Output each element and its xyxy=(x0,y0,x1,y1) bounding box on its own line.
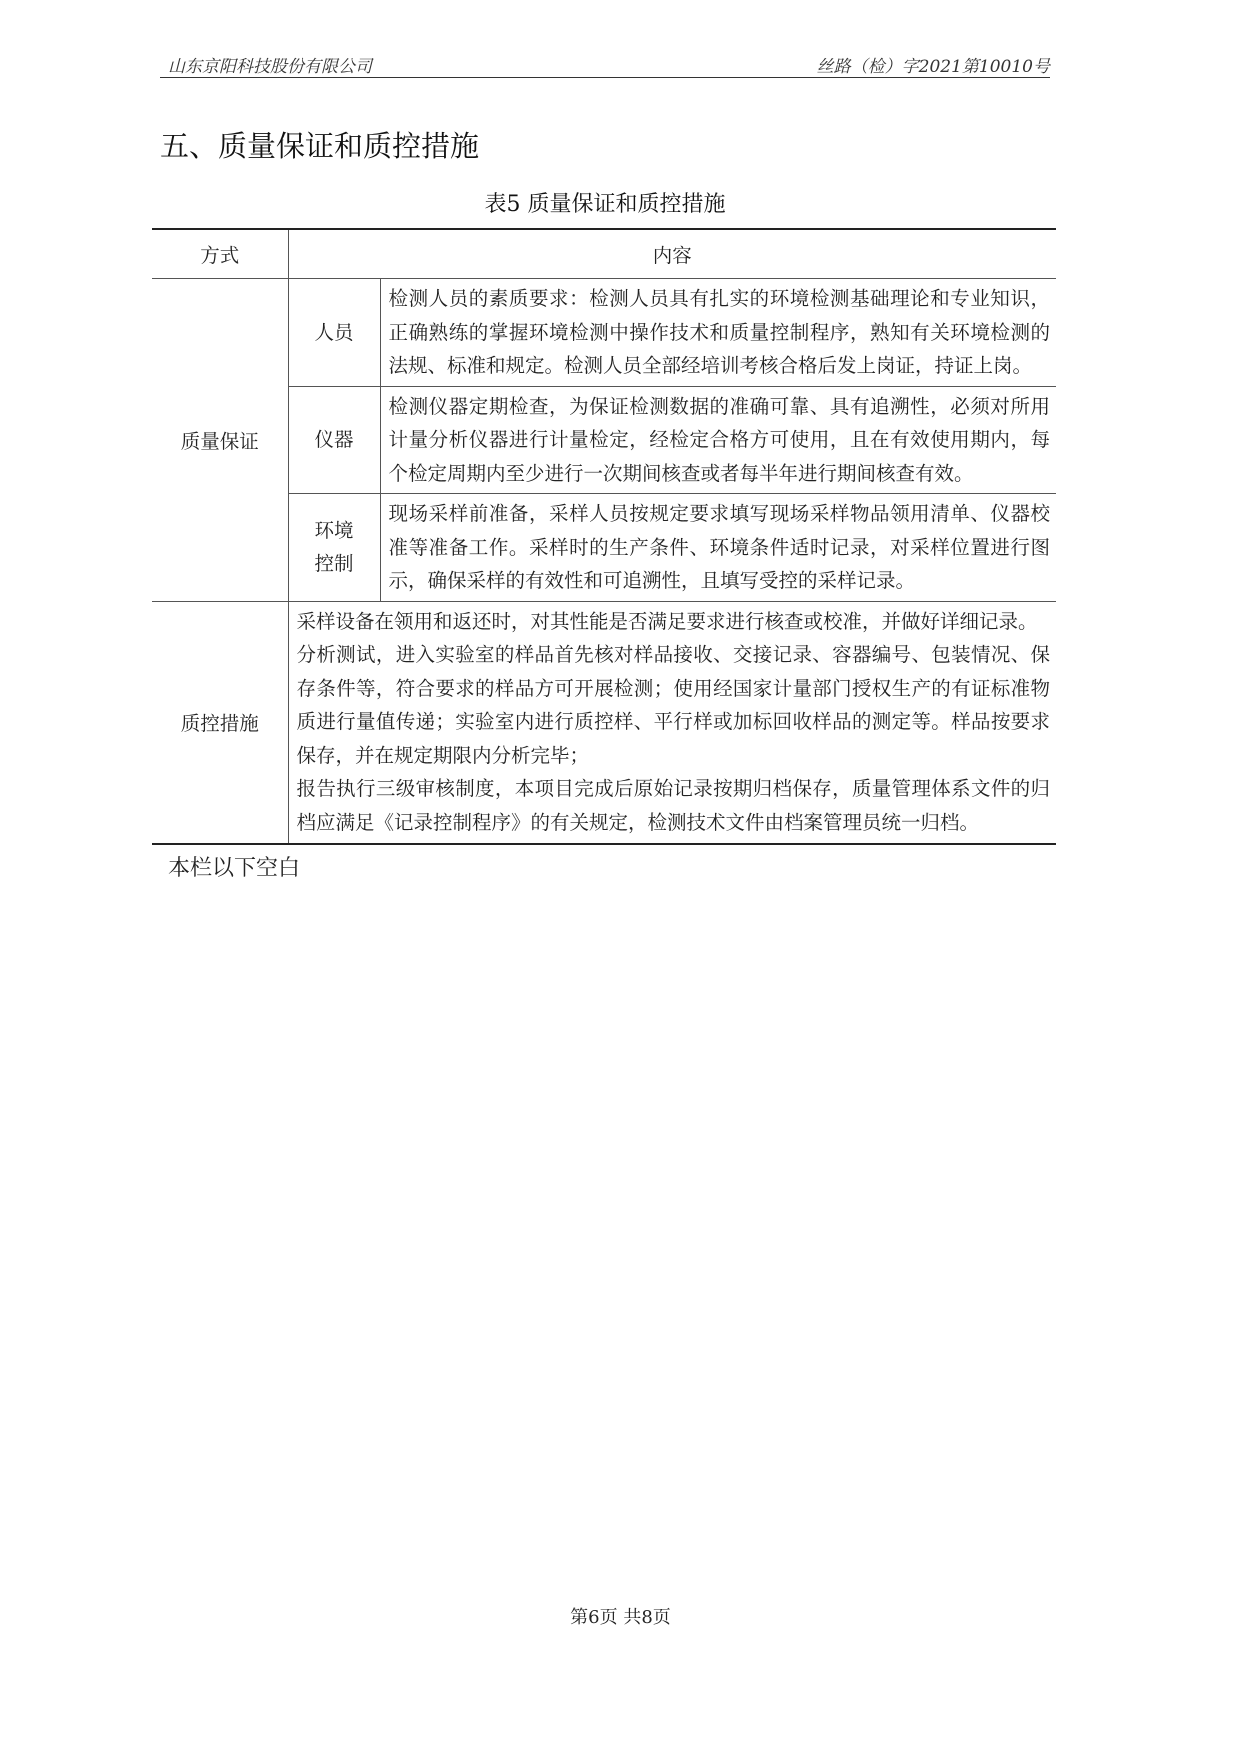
category-quality-assurance: 质量保证 xyxy=(152,279,288,602)
header-rule xyxy=(160,77,1050,78)
col-header-content: 内容 xyxy=(288,229,1056,279)
instruments-text: 检测仪器定期检查，为保证检测数据的准确可靠、具有追溯性，必须对所用计量分析仪器进行计量检定，经检定合格方可使用，且在有效使用期内，每个检定周期内至少进行一次期间核查或者每半年进行期间核查有效。 xyxy=(380,386,1056,494)
table-row xyxy=(152,386,1056,494)
header-report-number: 丝路（检）字2021第10010号 xyxy=(816,57,1050,77)
quality-control-text xyxy=(288,601,1056,843)
subcategory-instruments: 仪器 xyxy=(288,386,380,494)
personnel-text: 检测人员的素质要求：检测人员具有扎实的环境检测基础理论和专业知识，正确熟练的掌握环境检测中操作技术和质量控制程序，熟知有关环境检测的法规、标准和规定。检测人员全部经培训考核合格后发上岗证，持证上岗。 xyxy=(380,279,1056,387)
subcategory-personnel: 人员 xyxy=(288,279,380,387)
category-quality-control: 质控措施 xyxy=(152,601,288,843)
table-row xyxy=(152,601,1056,843)
table-row xyxy=(152,494,1056,602)
table-header-row xyxy=(152,229,1056,279)
environment-control-label-line2: 控制 xyxy=(314,552,354,576)
environment-control-text: 现场采样前准备，采样人员按规定要求填写现场采样物品领用清单、仪器校准等准备工作。采样时的生产条件、环境条件适时记录，对采样位置进行图示，确保采样的有效性和可追溯性，且填写受控的采样记录。 xyxy=(380,494,1056,602)
qc-paragraph-equipment: 采样设备在领用和返还时，对其性能是否满足要求进行核查或校准，并做好详细记录。 xyxy=(296,609,1038,633)
col-header-mode: 方式 xyxy=(152,229,288,279)
table-caption: 表5 质量保证和质控措施 xyxy=(484,192,726,217)
blank-below-note: 本栏以下空白 xyxy=(168,856,301,881)
qc-paragraph-report: 报告执行三级审核制度，本项目完成后原始记录按期归档保存，质量管理体系文件的归档应满足《记录控制程序》的有关规定，检测技术文件由档案管理员统一归档。 xyxy=(296,777,1051,834)
page-number: 第6页 共8页 xyxy=(570,1607,671,1628)
table-row xyxy=(152,279,1056,387)
header-company: 山东京阳科技股份有限公司 xyxy=(168,57,372,77)
qc-paragraph-analysis: 分析测试，进入实验室的样品首先核对样品接收、交接记录、容器编号、包装情况、保存条件等，符合要求的样品方可开展检测；使用经国家计量部门授权生产的有证标准物质进行量值传递；实验室内进行质控样、平行样或加标回收样品的测定等。样品按要求保存，并在规定期限内分析完毕； xyxy=(296,643,1051,767)
environment-control-label-line1: 环境 xyxy=(314,519,354,543)
quality-table xyxy=(152,228,1056,845)
subcategory-environment-control xyxy=(288,494,380,602)
section-title: 五、质量保证和质控措施 xyxy=(160,129,480,163)
